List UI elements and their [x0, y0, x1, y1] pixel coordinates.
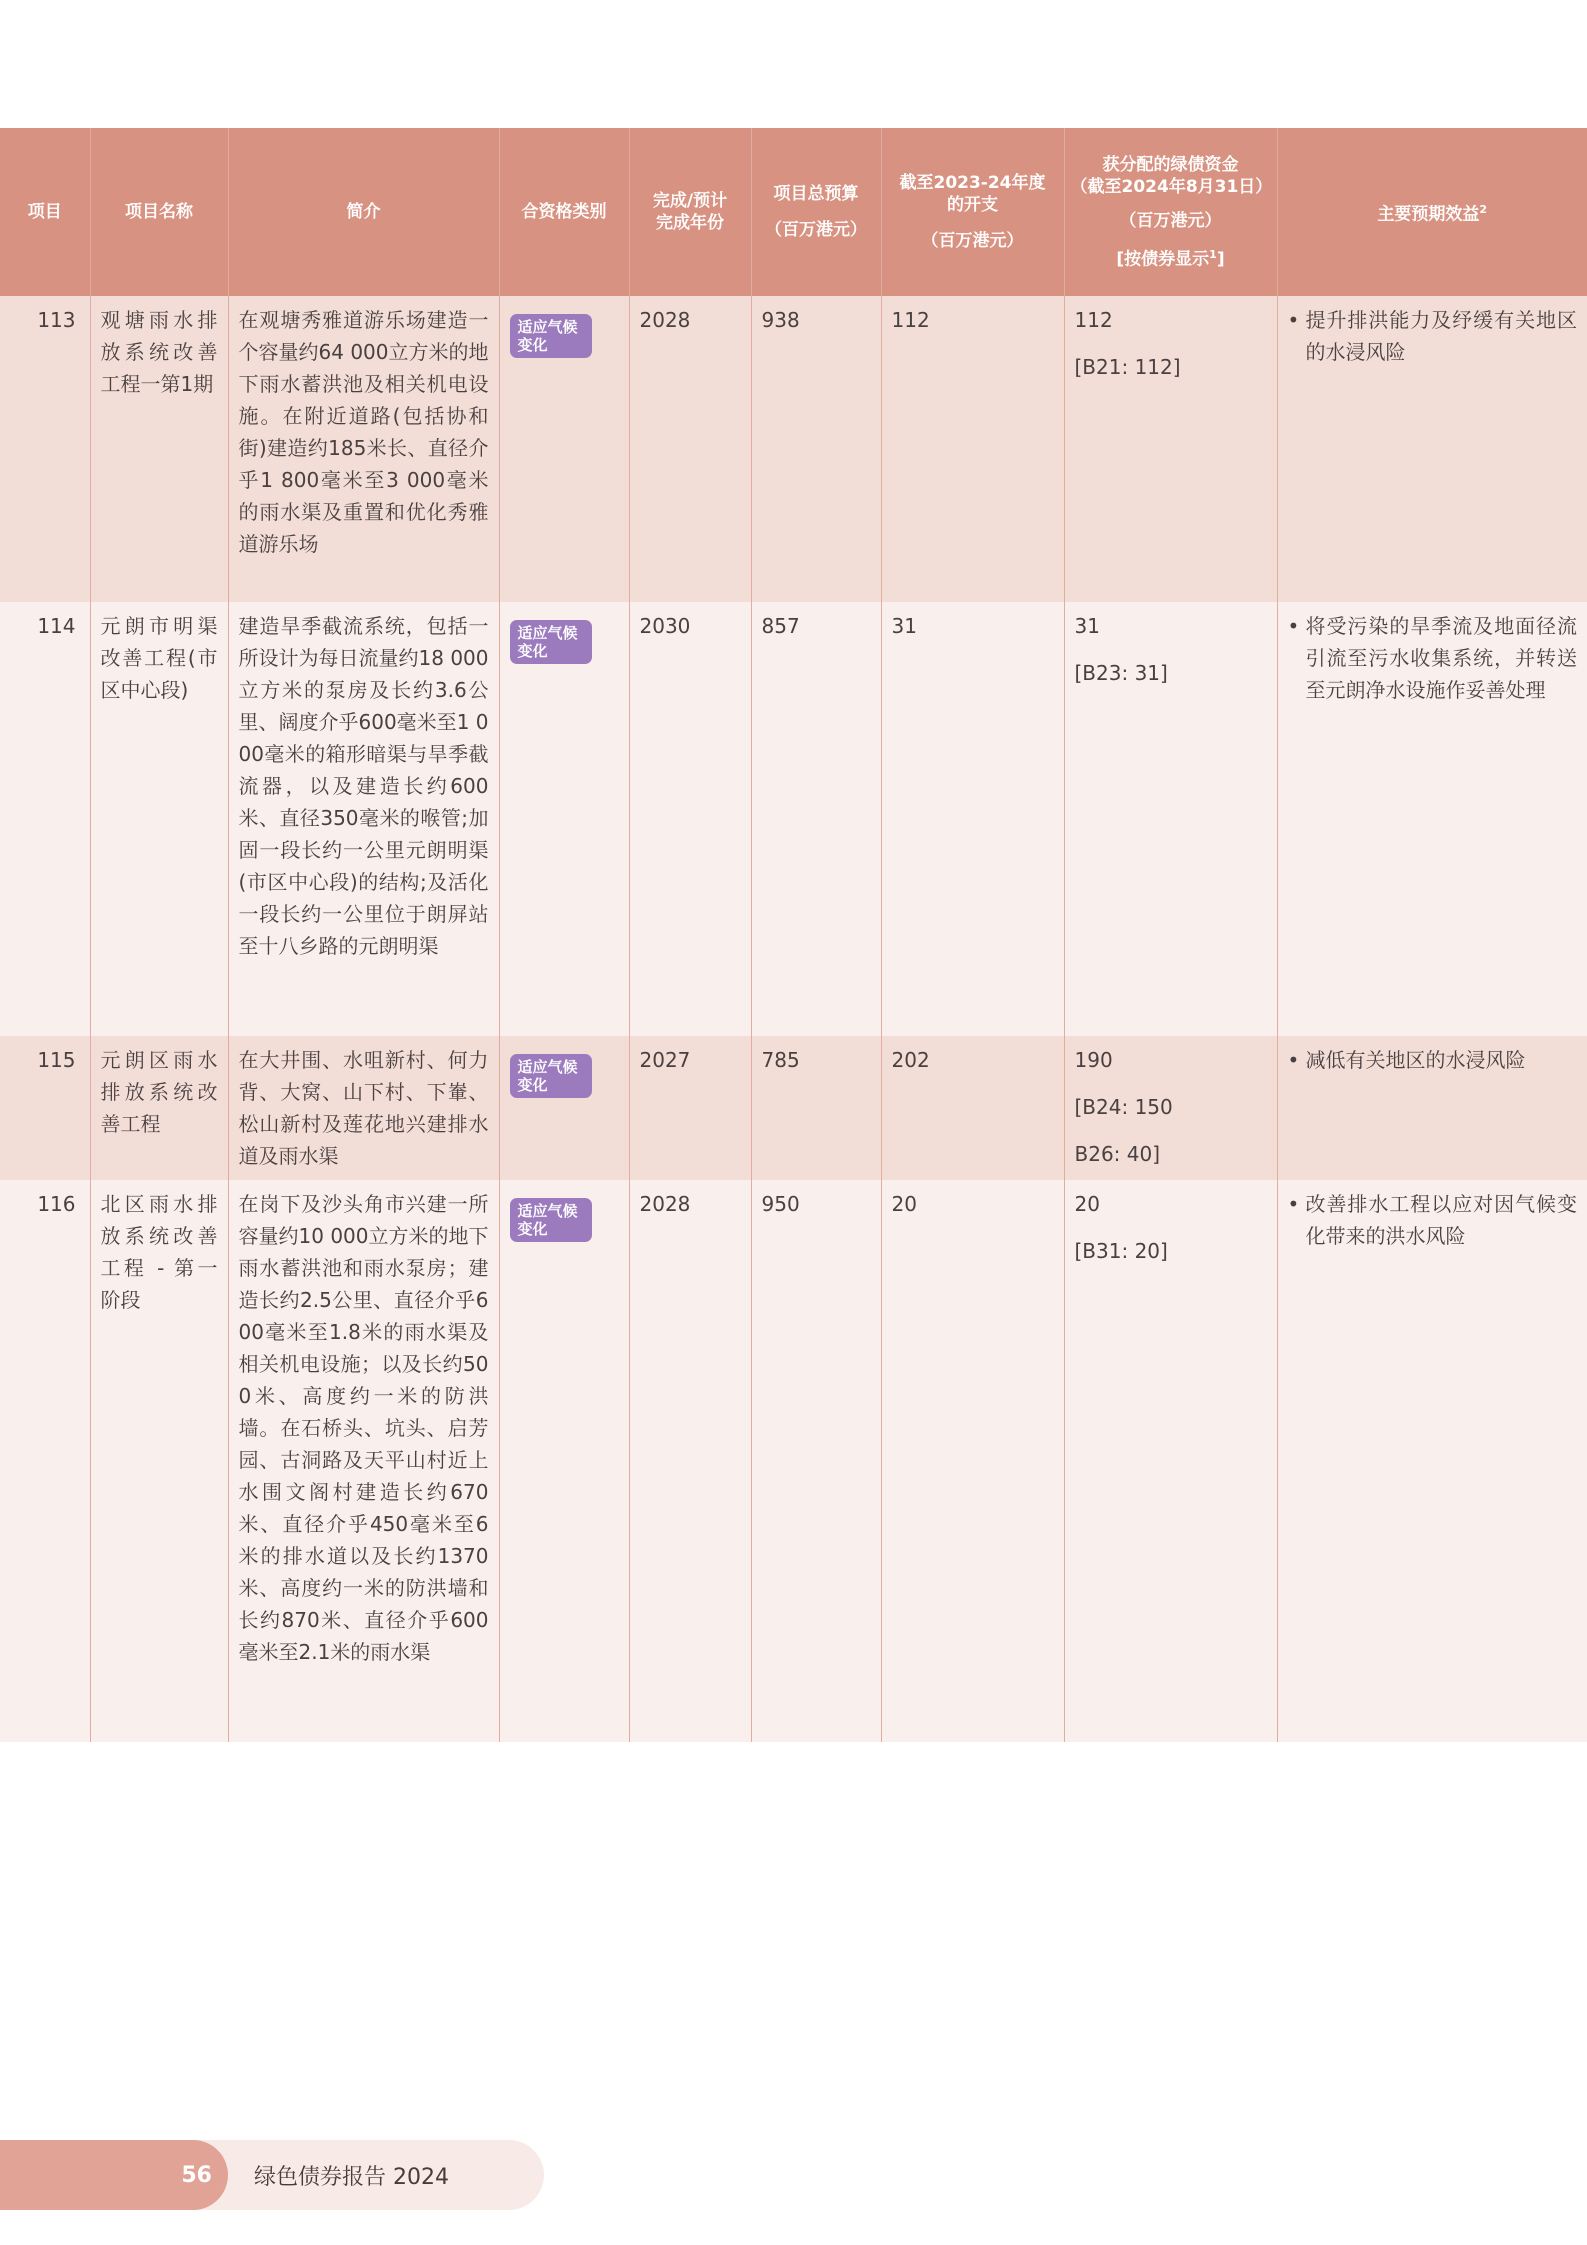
row-allocation: 31 [B23: 31]	[1064, 602, 1277, 1036]
table-row	[0, 1180, 1587, 1742]
header-project-name: 项目名称	[90, 128, 228, 296]
projects-table-container	[0, 128, 1587, 1742]
header-completion-year: 完成/预计 完成年份	[629, 128, 751, 296]
row-id: 113	[0, 296, 90, 602]
row-budget: 938	[751, 296, 881, 602]
bond-allocation: [B31: 20]	[1074, 1239, 1168, 1263]
row-year: 2027	[629, 1036, 751, 1180]
header-by-bond: [按债券显示$^1$]	[1116, 247, 1225, 270]
footer-title: 绿色债券报告 2024	[254, 2164, 449, 2190]
row-benefit: • 将受污染的旱季流及地面径流引流至污水收集系统，并转送至元朗净水设施作妥善处理	[1287, 614, 1577, 702]
header-allocated-funds: 获分配的绿债资金 （截至2024年8月31日） （百万港元） [按债券显示$^1$]	[1064, 128, 1277, 296]
table-row	[0, 296, 1587, 602]
row-id: 114	[0, 602, 90, 1036]
row-expenditure: 112	[881, 296, 1064, 602]
category-badge: 适应气候变化	[510, 1054, 592, 1098]
header-item: 项目	[0, 128, 90, 296]
row-description: 在大井围、水咀新村、何力背、大窝、山下村、下輋、松山新村及莲花地兴建排水道及雨水渠	[228, 1036, 499, 1180]
row-allocation: 112 [B21: 112]	[1064, 296, 1277, 602]
bond-allocation: B26: 40]	[1074, 1142, 1161, 1166]
row-name: 北区雨水排放系统改善工程 - 第一阶段	[90, 1180, 228, 1742]
row-benefit: • 减低有关地区的水浸风险	[1287, 1048, 1526, 1072]
row-budget: 785	[751, 1036, 881, 1180]
row-benefit: • 提升排洪能力及纾缓有关地区的水浸风险	[1287, 308, 1577, 364]
row-id: 116	[0, 1180, 90, 1742]
row-category	[499, 602, 629, 1036]
row-description: 建造旱季截流系统，包括一所设计为每日流量约18 000立方米的泵房及长约3.6公里、阔度介乎600毫米至1 000毫米的箱形暗渠与旱季截流器，以及建造长约600米、直径350毫米的喉管;加固一段长约一公里元朗明渠(市区中心段)的结构;及活化一段长约一公里位于朗屏站至十八乡路的元朗明渠	[228, 602, 499, 1036]
row-name: 元朗区雨水排放系统改善工程	[90, 1036, 228, 1180]
category-badge: 适应气候变化	[510, 1198, 592, 1242]
row-id: 115	[0, 1036, 90, 1180]
row-year: 2030	[629, 602, 751, 1036]
row-description: 在岗下及沙头角市兴建一所容量约10 000立方米的地下雨水蓄洪池和雨水泵房；建造长约2.5公里、直径介乎600毫米至1.8米的雨水渠及相关机电设施；以及长约500米、高度约一米的防洪墙。在石桥头、坑头、启芳园、古洞路及天平山村近上水围文阁村建造长约670米、直径介乎450毫米至6米的排水道以及长约1370米、高度约一米的防洪墙和长约870米、直径介乎600毫米至2.1米的雨水渠	[228, 1180, 499, 1742]
row-budget: 950	[751, 1180, 881, 1742]
row-category	[499, 296, 629, 602]
row-expenditure: 20	[881, 1180, 1064, 1742]
row-name: 元朗市明渠改善工程(市区中心段)	[90, 602, 228, 1036]
row-expenditure: 31	[881, 602, 1064, 1036]
row-allocation: 20 [B31: 20]	[1064, 1180, 1277, 1742]
header-expenditure: 截至2023-24年度 的开支 （百万港元）	[881, 128, 1064, 296]
row-benefit: • 改善排水工程以应对因气候变化带来的洪水风险	[1287, 1192, 1577, 1248]
row-budget: 857	[751, 602, 881, 1036]
category-badge: 适应气候变化	[510, 314, 592, 358]
projects-table	[0, 128, 1587, 1742]
row-name: 观塘雨水排放系统改善工程一第1期	[90, 296, 228, 602]
row-year: 2028	[629, 1180, 751, 1742]
row-expenditure: 202	[881, 1036, 1064, 1180]
row-year: 2028	[629, 296, 751, 602]
bond-allocation: [B23: 31]	[1074, 661, 1168, 685]
table-header-row	[0, 128, 1587, 296]
page-number: 56	[0, 2140, 228, 2210]
row-allocation: 190 [B24: 150 B26: 40]	[1064, 1036, 1277, 1180]
table-row	[0, 1036, 1587, 1180]
header-budget: 项目总预算 （百万港元）	[751, 128, 881, 296]
header-category: 合资格类别	[499, 128, 629, 296]
category-badge: 适应气候变化	[510, 620, 592, 664]
header-description: 简介	[228, 128, 499, 296]
row-description: 在观塘秀雅道游乐场建造一个容量约64 000立方米的地下雨水蓄洪池及相关机电设施。在附近道路(包括协和街)建造约185米长、直径介乎1 800毫米至3 000毫米的雨水渠及重置和优化秀雅道游乐场	[228, 296, 499, 602]
bond-allocation: [B21: 112]	[1074, 355, 1181, 379]
row-category	[499, 1180, 629, 1742]
row-category	[499, 1036, 629, 1180]
bond-allocation: [B24: 150	[1074, 1095, 1173, 1119]
header-benefits: 主要预期效益$^2$	[1377, 202, 1488, 225]
table-row	[0, 602, 1587, 1036]
